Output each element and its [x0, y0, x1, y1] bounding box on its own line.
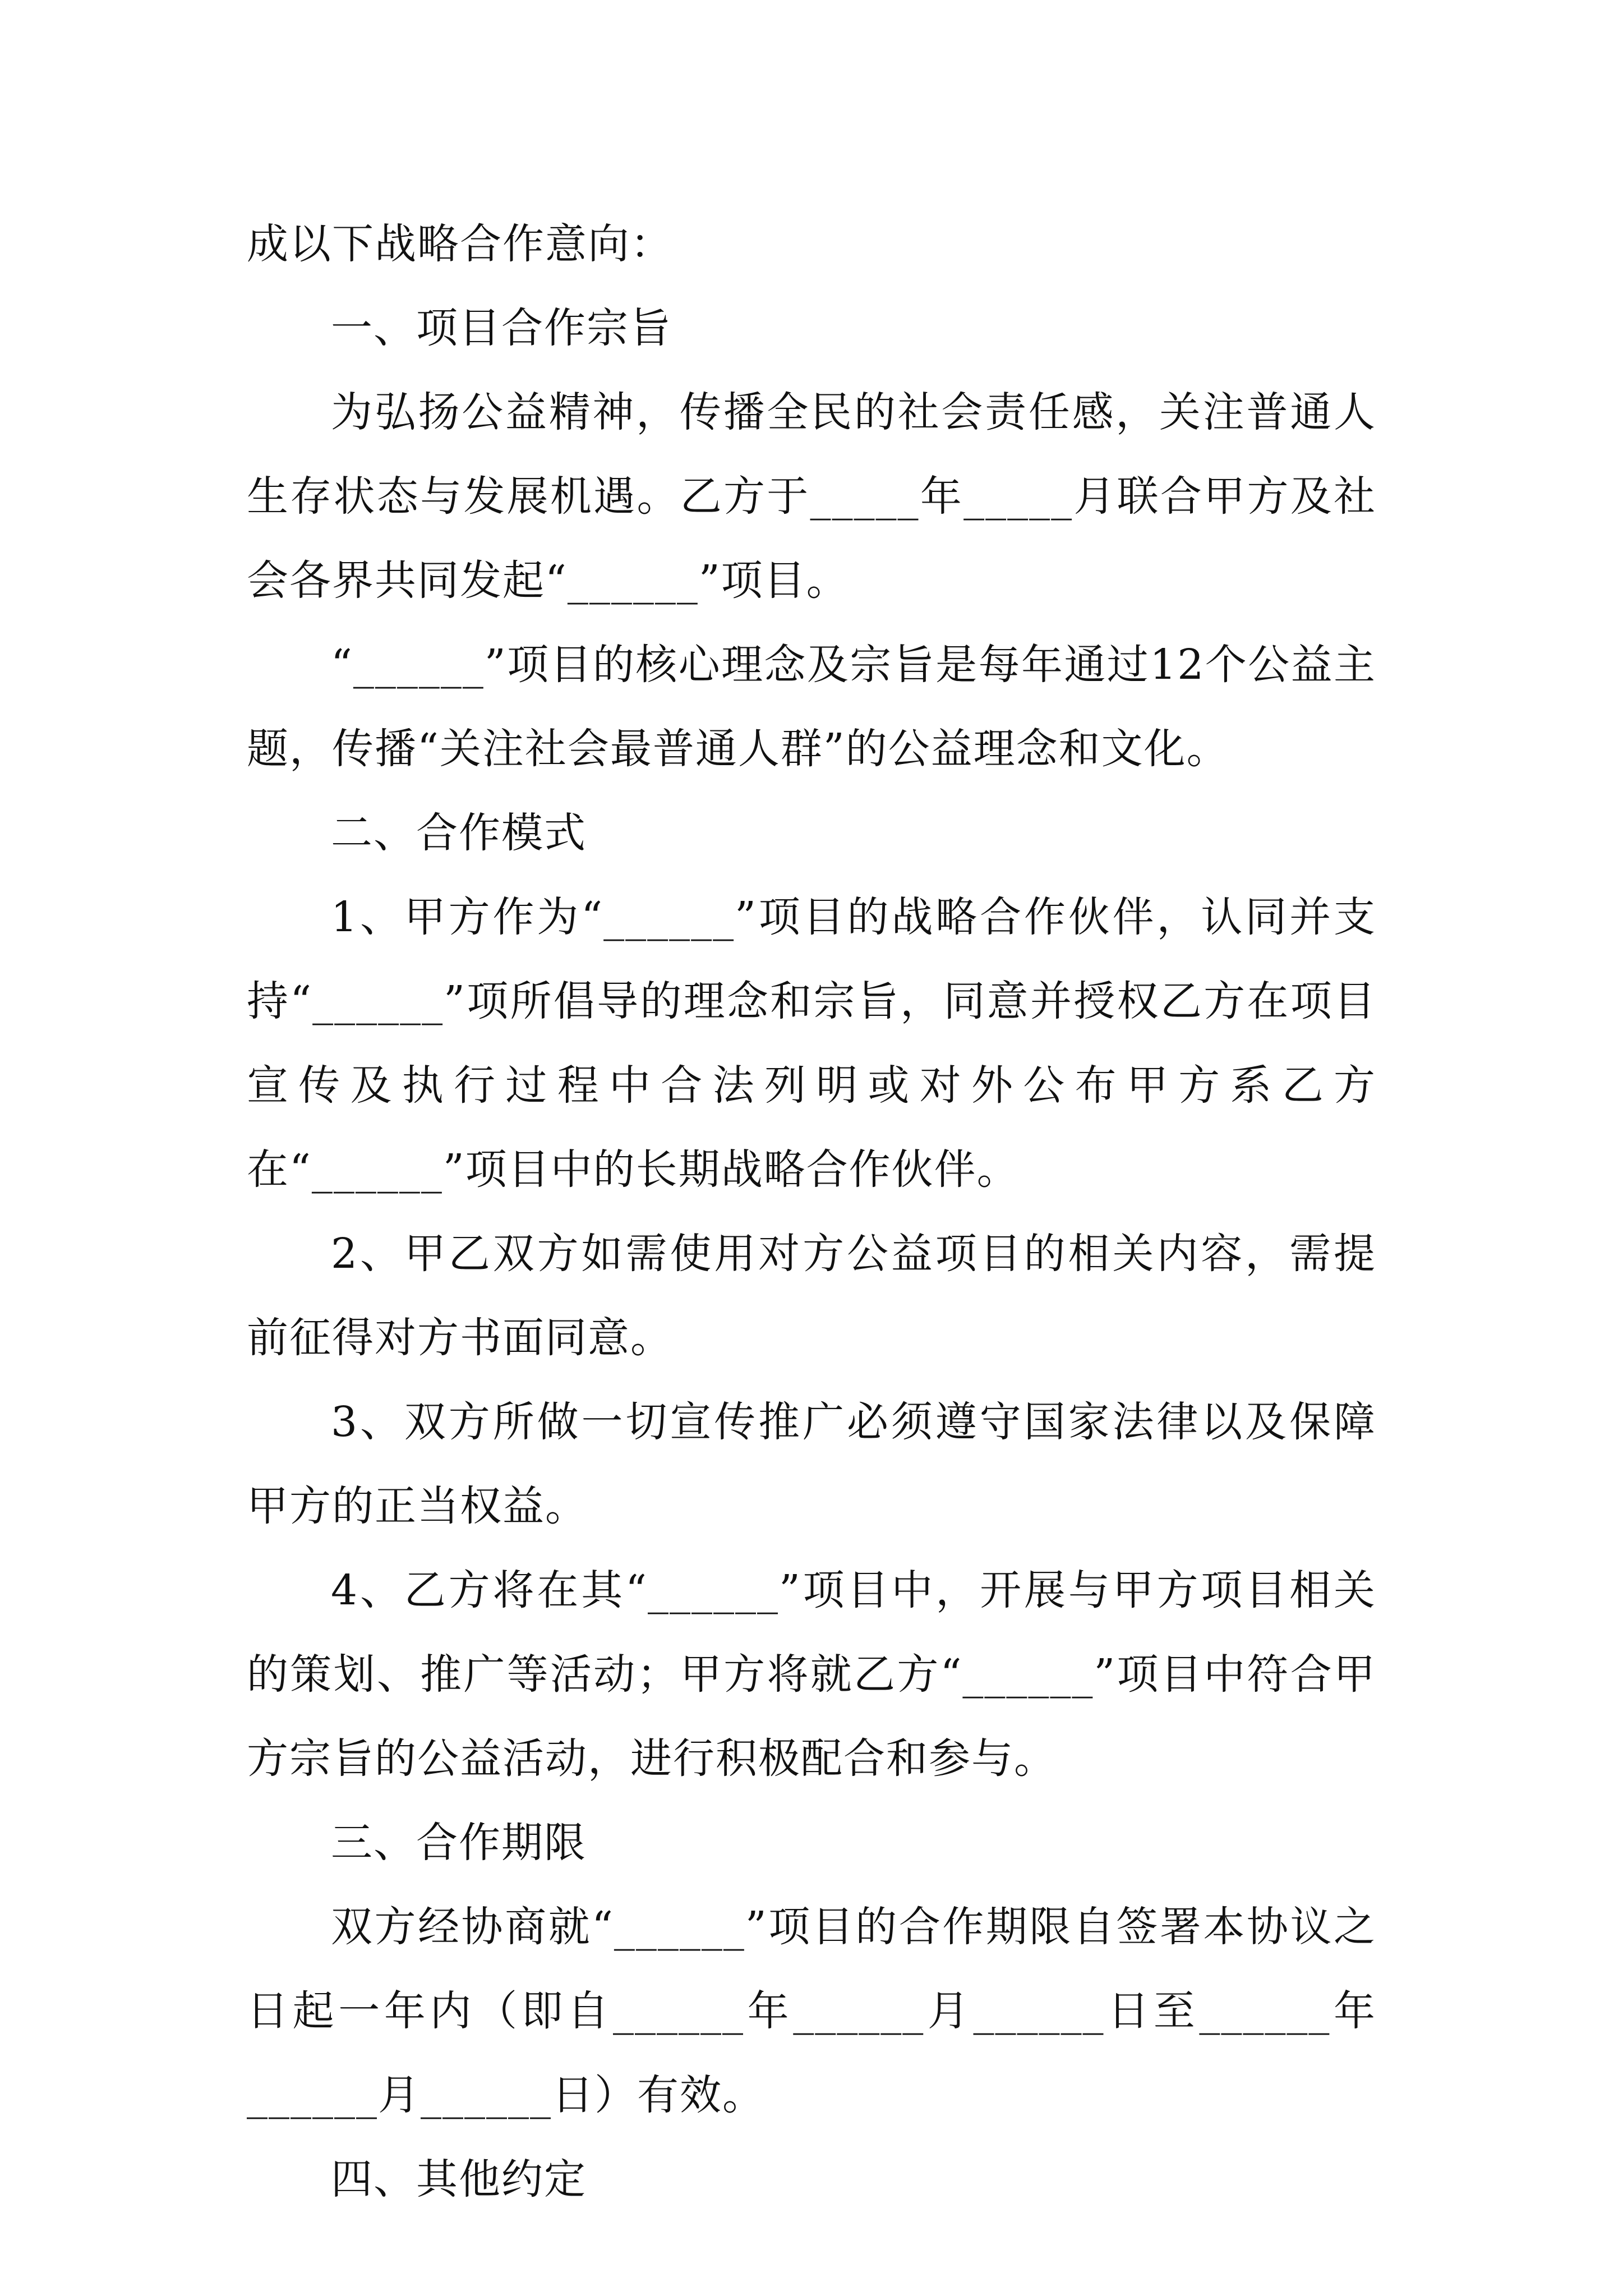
document-body: [247, 202, 1376, 2221]
paragraph: 1、甲方作为“______”项目的战略合作伙伴，认同并支持“______”项所倡导的理念和宗旨，同意并授权乙方在项目宣传及执行过程中合法列明或对外公布甲方系乙方在“______”项目中的长期战略合作伙伴。: [247, 893, 1376, 1194]
section-heading: 二、合作模式: [331, 809, 587, 857]
paragraph: 双方经协商就“______”项目的合作期限自签署本协议之日起一年内（即自______年______月______日至______年______月______日）有效。: [247, 1903, 1376, 2119]
section-heading: 三、合作期限: [331, 1819, 587, 1867]
paragraph: 3、双方所做一切宣传推广必须遵守国家法律以及保障甲方的正当权益。: [247, 1398, 1376, 1530]
paragraph: 为弘扬公益精神，传播全民的社会责任感，关注普通人生存状态与发展机遇。乙方于_____年_____月联合甲方及社会各界共同发起“______”项目。: [247, 388, 1376, 605]
paragraph: 2、甲乙双方如需使用对方公益项目的相关内容，需提前征得对方书面同意。: [247, 1230, 1376, 1362]
paragraph: “______”项目的核心理念及宗旨是每年通过12个公益主题，传播“关注社会最普通人群”的公益理念和文化。: [247, 641, 1376, 773]
section-heading: 四、其他约定: [331, 2155, 587, 2203]
paragraph: 4、乙方将在其“______”项目中，开展与甲方项目相关的策划、推广等活动；甲方将就乙方“______”项目中符合甲方宗旨的公益活动，进行积极配合和参与。: [247, 1566, 1376, 1783]
paragraph: 成以下战略合作意向：: [247, 220, 673, 268]
section-heading: 一、项目合作宗旨: [331, 304, 672, 352]
